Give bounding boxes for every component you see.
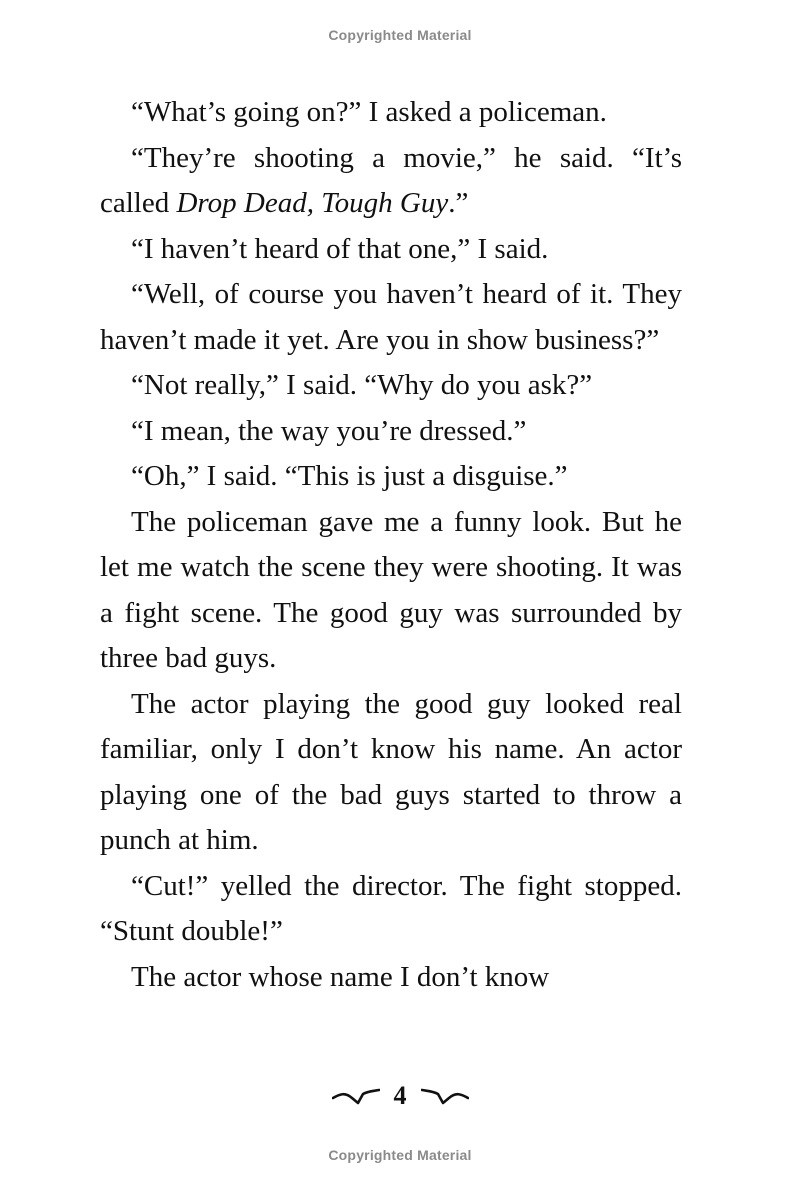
paragraph-4: “Well, of course you haven’t heard of it. They haven’t made it yet. Are you in show business?” [100,278,682,356]
squiggle-ornament-left-icon [332,1086,380,1106]
paragraph-3: “I haven’t heard of that one,” I said. [131,232,549,265]
paragraph-2-text: “They’re shooting a movie,” he said. “It’s called [100,141,682,219]
body-text [100,90,682,1000]
movie-title: Drop Dead, Tough Guy [176,187,449,219]
squiggle-ornament-right-icon [421,1086,469,1106]
paragraph-10: “Cut!” yelled the director. The fight stopped. “Stunt double!” [100,869,682,947]
paragraph-2-end: .” [448,187,469,219]
paragraph-8: The policeman gave me a funny look. But he let me watch the scene they were shooting. It was a fight scene. The good guy was surrounded by three bad guys. [100,505,682,674]
page-number: 4 [393,1081,407,1110]
copyright-watermark-top: Copyrighted Material [328,27,472,43]
paragraph-5: “Not really,” I said. “Why do you ask?” [131,369,593,401]
page-folio [0,1078,800,1114]
paragraph-7: “Oh,” I said. “This is just a disguise.” [131,460,568,492]
paragraph-11: The actor whose name I don’t know [131,960,550,993]
copyright-watermark-bottom: Copyrighted Material [328,1147,472,1163]
paragraph-6: “I mean, the way you’re dressed.” [131,414,527,447]
paragraph-1: “What’s going on?” I asked a policeman. [131,96,607,128]
paragraph-9: The actor playing the good guy looked real familiar, only I don’t know his name. An actor playing one of the bad guys started to throw a punch at him. [100,687,682,856]
paragraph-2 [100,136,682,227]
